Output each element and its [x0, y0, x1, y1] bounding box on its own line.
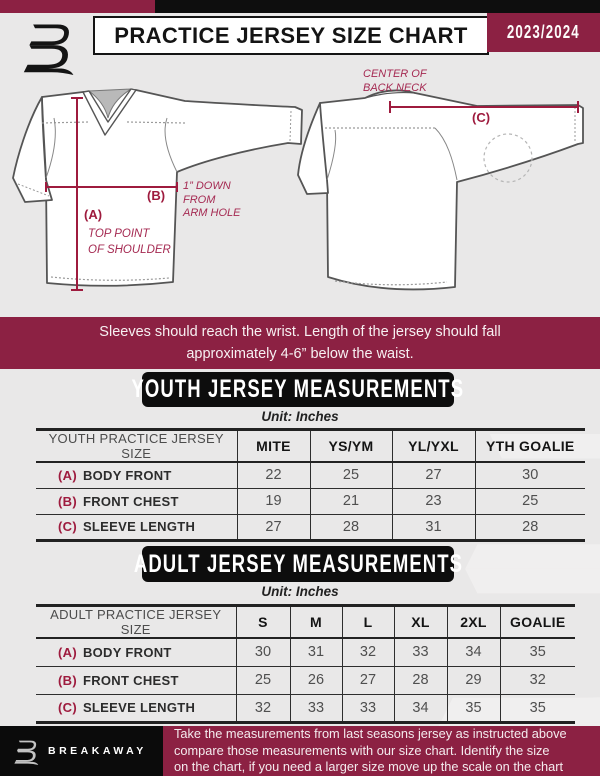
footer-brand-box — [0, 726, 163, 776]
adult-unit-label: Unit: Inches — [261, 584, 339, 599]
size-col-s: S — [236, 606, 290, 639]
cell-value: 22 — [237, 462, 310, 488]
youth-banner-text: YOUTH JERSEY MEASUREMENTS — [131, 375, 465, 403]
size-col-ysym: YS/YM — [310, 430, 392, 463]
size-col-ylyxl: YL/YXL — [392, 430, 475, 463]
size-col-2xl: 2XL — [447, 606, 500, 639]
row-label: BODY FRONT — [82, 644, 172, 660]
size-col-ythgoalie: YTH GOALIE — [475, 430, 585, 463]
notice-line1: Sleeves should reach the wrist. Length of the jersey should fall — [99, 324, 501, 340]
cell-value: 35 — [500, 638, 575, 666]
footer-instructions — [163, 726, 600, 776]
label-a: (A) — [84, 207, 103, 222]
cell-value: 32 — [342, 638, 394, 666]
cell-value: 33 — [394, 638, 447, 666]
row-label: BODY FRONT — [82, 467, 172, 483]
row-key: (B) — [58, 493, 77, 509]
cell-value: 33 — [342, 694, 394, 722]
youth-section-banner — [131, 372, 465, 407]
cell-value: 25 — [236, 666, 290, 694]
label-c: (C) — [472, 110, 491, 125]
cell-value: 35 — [447, 694, 500, 722]
youth-table — [36, 428, 585, 542]
adult-table-header-row — [36, 606, 575, 639]
page-title-text: PRACTICE JERSEY SIZE CHART — [114, 22, 468, 48]
cell-value: 21 — [310, 488, 392, 514]
cell-value: 28 — [475, 514, 585, 540]
footer-brand-text: BREAKAWAY — [48, 745, 147, 757]
page-title — [93, 16, 489, 55]
season-text: 2023/2024 — [507, 22, 580, 42]
table-row — [36, 462, 585, 488]
row-key: (B) — [58, 672, 77, 688]
top-bar — [0, 0, 600, 13]
adult-section-banner — [133, 546, 463, 582]
cell-value: 26 — [290, 666, 342, 694]
table-row — [36, 694, 575, 722]
cell-value: 23 — [392, 488, 475, 514]
breakaway-footer-logo-icon — [14, 737, 40, 765]
size-col-l: L — [342, 606, 394, 639]
size-col-xl: XL — [394, 606, 447, 639]
cell-value: 31 — [392, 514, 475, 540]
cell-value: 32 — [236, 694, 290, 722]
cell-value: 25 — [310, 462, 392, 488]
table-row — [36, 488, 585, 514]
youth-table-title: YOUTH PRACTICE JERSEY SIZE — [36, 430, 237, 463]
table-row — [36, 514, 585, 540]
cell-value: 30 — [475, 462, 585, 488]
cell-value: 31 — [290, 638, 342, 666]
size-col-mite: MITE — [237, 430, 310, 463]
footer-line1: Take the measurements from last seasons jersey as instructed above — [174, 726, 567, 742]
cell-value: 34 — [447, 638, 500, 666]
back-jersey-illustration — [295, 60, 595, 310]
cell-value: 27 — [237, 514, 310, 540]
footer-line3: on the chart, if you need a larger size move up the scale on the chart — [174, 759, 564, 775]
row-label: SLEEVE LENGTH — [82, 700, 196, 715]
row-label: SLEEVE LENGTH — [82, 519, 196, 534]
row-key: (C) — [58, 519, 77, 534]
cell-value: 25 — [475, 488, 585, 514]
cell-value: 27 — [392, 462, 475, 488]
top-bar-accent — [0, 0, 155, 13]
row-key: (C) — [58, 700, 77, 715]
row-key: (A) — [58, 644, 77, 660]
cell-value: 27 — [342, 666, 394, 694]
label-a-desc: TOP POINT OF SHOULDER — [88, 228, 171, 256]
label-b-desc: 1” DOWN FROM ARM HOLE — [183, 180, 241, 219]
label-c-desc: CENTER OF BACK NECK — [363, 68, 427, 94]
adult-table — [36, 604, 575, 724]
cell-value: 35 — [500, 694, 575, 722]
row-label: FRONT CHEST — [82, 672, 179, 688]
adult-table-title: ADULT PRACTICE JERSEY SIZE — [36, 606, 236, 639]
cell-value: 33 — [290, 694, 342, 722]
cell-value: 28 — [310, 514, 392, 540]
breakaway-logo-icon — [21, 17, 79, 75]
adult-banner-text: ADULT JERSEY MEASUREMENTS — [133, 549, 463, 578]
cell-value: 32 — [500, 666, 575, 694]
size-col-goalie: GOALIE — [500, 606, 575, 639]
season-badge — [487, 13, 600, 52]
notice-banner — [0, 317, 600, 369]
youth-table-header-row — [36, 430, 585, 463]
cell-value: 19 — [237, 488, 310, 514]
table-row — [36, 638, 575, 666]
cell-value: 30 — [236, 638, 290, 666]
row-label: FRONT CHEST — [82, 493, 179, 509]
row-key: (A) — [58, 467, 77, 483]
youth-unit-label: Unit: Inches — [261, 409, 339, 424]
notice-line2: approximately 4-6” below the waist. — [186, 346, 414, 362]
table-row — [36, 666, 575, 694]
cell-value: 28 — [394, 666, 447, 694]
size-col-m: M — [290, 606, 342, 639]
footer-line2: compare those measurements with our size chart. Identify the size — [174, 742, 550, 758]
cell-value: 34 — [394, 694, 447, 722]
label-b: (B) — [147, 188, 166, 203]
cell-value: 29 — [447, 666, 500, 694]
